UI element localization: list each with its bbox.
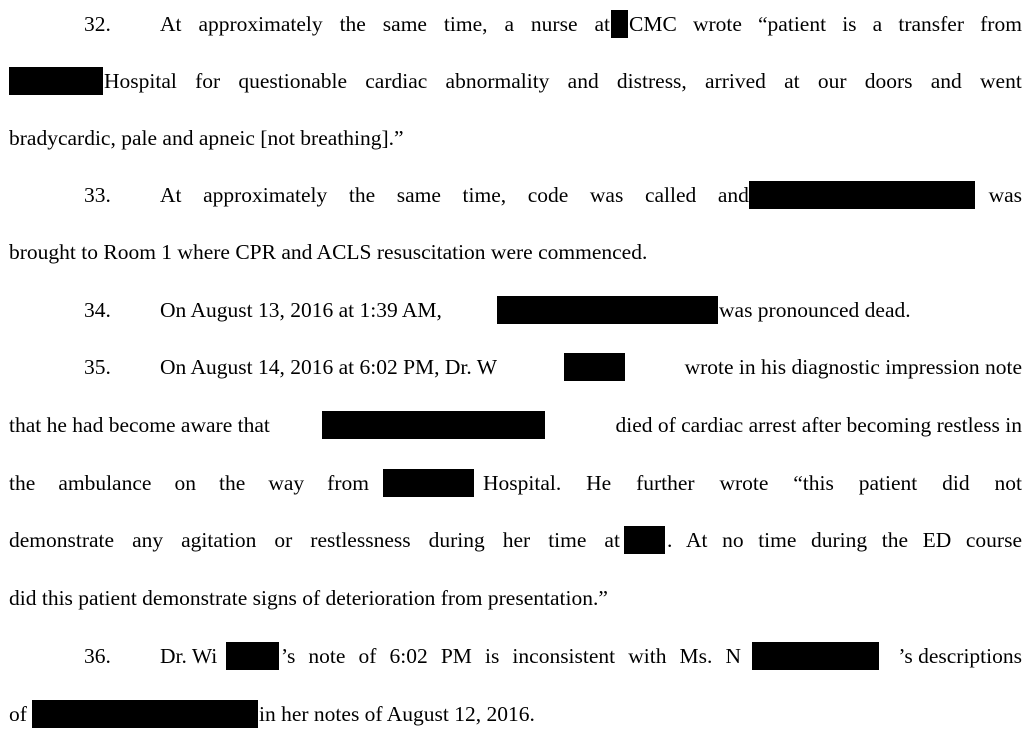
word: the: [348, 183, 376, 207]
word: on: [174, 471, 196, 495]
word: with: [628, 644, 667, 668]
word: transfer: [898, 12, 964, 36]
word: arrived: [705, 69, 766, 93]
word: approximately: [203, 183, 328, 207]
word: ED: [922, 528, 952, 552]
word: At: [160, 183, 182, 207]
word: cardiac: [365, 69, 428, 93]
paragraph-number: 36.: [84, 644, 111, 668]
redaction-bar: [9, 67, 103, 95]
paragraph-35-line-2-start: that he had become aware that: [9, 413, 270, 437]
paragraph-32-line-3: bradycardic, pale and apneic [not breathing].”: [9, 126, 404, 150]
word: inconsistent: [512, 644, 616, 668]
paragraph-34-text-end: was pronounced dead.: [719, 298, 911, 322]
word: approximately: [198, 12, 323, 36]
word: agitation: [181, 528, 257, 552]
word: a: [504, 12, 514, 36]
word: He: [586, 471, 612, 495]
word: same: [382, 12, 427, 36]
word: 6:02: [389, 644, 428, 668]
paragraph-33-line-1: [9, 181, 1022, 209]
word: questionable: [238, 69, 348, 93]
word: went: [980, 69, 1022, 93]
word: abnormality: [445, 69, 550, 93]
word: At: [686, 528, 708, 552]
redaction-bar: [497, 296, 718, 324]
paragraph-35-line-4-start: [9, 526, 620, 554]
word: nurse: [530, 12, 578, 36]
word: “this: [793, 471, 834, 495]
word: At: [160, 12, 182, 36]
word: restlessness: [310, 528, 411, 552]
paragraph-35-text-end: wrote in his diagnostic impression note: [684, 355, 1022, 379]
paragraph-35-line-4: [9, 526, 1022, 554]
redaction-bar: [322, 411, 545, 439]
paragraph-36-line-1: [9, 642, 1022, 670]
word: and: [717, 183, 749, 207]
word: time,: [462, 183, 507, 207]
paragraph-35-line-3-end: [483, 469, 1022, 497]
word: the: [9, 471, 36, 495]
redaction-bar: [564, 353, 625, 381]
word: of: [358, 644, 377, 668]
paragraph-35-line-3-start: [9, 469, 369, 497]
paragraph-34-text: On August 13, 2016 at 1:39 AM,: [160, 298, 442, 322]
paragraph-36-line-2: [9, 700, 1022, 728]
word: course: [965, 528, 1022, 552]
redaction-bar: [624, 526, 665, 554]
word: is: [842, 12, 857, 36]
paragraph-34-line-1: [9, 296, 1022, 324]
redaction-bar: [383, 469, 474, 497]
word: the: [219, 471, 246, 495]
word: at: [784, 69, 800, 93]
word: the: [881, 528, 909, 552]
paragraph-number: 33.: [84, 183, 111, 207]
word: ambulance: [58, 471, 152, 495]
word: doors: [864, 69, 913, 93]
paragraph-36-line-2-end: in her notes of August 12, 2016.: [259, 702, 535, 726]
paragraph-33-line-2: brought to Room 1 where CPR and ACLS resuscitation were commenced.: [9, 240, 648, 264]
paragraph-35-line-5: did this patient demonstrate signs of deterioration from presentation.”: [9, 586, 608, 610]
word: not: [994, 471, 1022, 495]
word: ’s: [281, 644, 296, 668]
paragraph-36-line-2-start: of: [9, 702, 27, 726]
word: a: [872, 12, 883, 36]
word: our: [817, 69, 847, 93]
word: same: [396, 183, 441, 207]
word: during: [811, 528, 868, 552]
paragraph-35-line-4-end: [686, 526, 1022, 554]
redaction-bar: [611, 10, 628, 38]
word: her: [502, 528, 531, 552]
paragraph-32-line-2: [9, 67, 1022, 95]
word: Ms.: [679, 644, 713, 668]
word: for: [195, 69, 221, 93]
word: the: [339, 12, 366, 36]
paragraph-number: 35.: [84, 355, 111, 379]
word: did: [942, 471, 970, 495]
word: time,: [443, 12, 488, 36]
paragraph-number: 32.: [84, 12, 111, 36]
word: wrote: [692, 12, 742, 36]
word: at: [604, 528, 620, 552]
word: wrote: [719, 471, 769, 495]
redaction-bar: [226, 642, 279, 670]
word: demonstrate: [9, 528, 115, 552]
paragraph-35-line-3: [9, 469, 1022, 497]
word: or: [274, 528, 293, 552]
word: Hospital: [104, 69, 177, 93]
word: was: [589, 183, 624, 207]
word: time: [548, 528, 587, 552]
paragraph-32-line-1-start: [160, 10, 610, 38]
word: note: [308, 644, 346, 668]
word: PM: [440, 644, 472, 668]
word: time: [758, 528, 797, 552]
word: further: [636, 471, 695, 495]
word: CMC: [629, 12, 677, 36]
word: during: [428, 528, 485, 552]
paragraph-33-line-end: was: [988, 183, 1022, 207]
redaction-bar: [752, 642, 879, 670]
word: way: [268, 471, 305, 495]
word: and: [567, 69, 599, 93]
redaction-bar: [749, 181, 975, 209]
word: from: [327, 471, 369, 495]
word: distress,: [616, 69, 687, 93]
word: at: [594, 12, 610, 36]
paragraph-number: 34.: [84, 298, 111, 322]
word: code: [527, 183, 569, 207]
word: Hospital.: [483, 471, 562, 495]
paragraph-35-line-2: [9, 411, 1022, 439]
word: any: [132, 528, 164, 552]
paragraph-36-text-c: ’s descriptions: [898, 644, 1022, 668]
word: called: [644, 183, 697, 207]
paragraph-36-text-a: Dr. Wi: [160, 644, 218, 668]
word: “patient: [758, 12, 827, 36]
word: and: [930, 69, 962, 93]
paragraph-35-text: On August 14, 2016 at 6:02 PM, Dr. W: [160, 355, 498, 379]
paragraph-32-line-1: [9, 10, 1022, 38]
word: patient: [858, 471, 918, 495]
paragraph-35-period: .: [667, 528, 673, 552]
paragraph-35-line-2-end: died of cardiac arrest after becoming restless in: [615, 413, 1022, 437]
paragraph-32-line-2-text: [104, 67, 1022, 95]
paragraph-35-line-1: [9, 353, 1022, 381]
paragraph-36-text-b: [281, 642, 741, 670]
word: N: [725, 644, 741, 668]
word: is: [485, 644, 500, 668]
redaction-bar: [32, 700, 258, 728]
paragraph-33-text: [160, 181, 749, 209]
word: no: [722, 528, 744, 552]
paragraph-32-line-1-end: [629, 10, 1022, 38]
word: from: [980, 12, 1022, 36]
